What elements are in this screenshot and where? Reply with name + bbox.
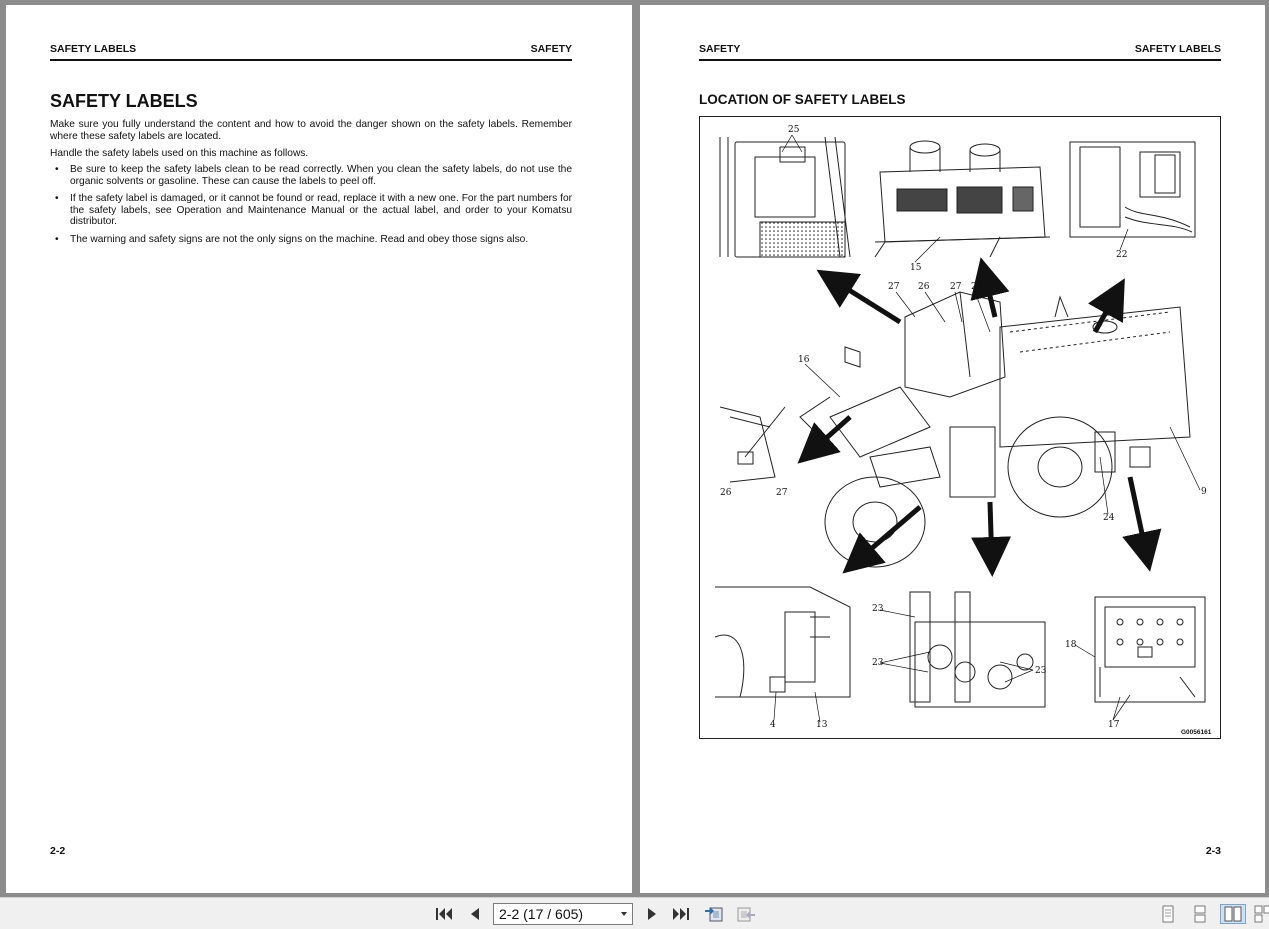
next-page-icon[interactable] xyxy=(642,904,662,924)
previous-page-icon[interactable] xyxy=(465,904,485,924)
svg-text:16: 16 xyxy=(798,355,810,365)
svg-text:13: 13 xyxy=(816,720,828,730)
two-page-continuous-icon[interactable] xyxy=(1253,904,1269,924)
last-page-icon[interactable] xyxy=(671,904,691,924)
previous-view-icon[interactable] xyxy=(704,904,724,924)
svg-text:26: 26 xyxy=(720,488,732,498)
handle-paragraph: Handle the safety labels used on this machine as follows. xyxy=(50,148,309,159)
inset-bottom-right xyxy=(1095,597,1205,702)
running-header-left: SAFETY LABELS xyxy=(50,43,137,55)
page-number-select[interactable] xyxy=(493,903,633,925)
svg-text:23: 23 xyxy=(872,604,884,614)
svg-text:18: 18 xyxy=(1065,640,1077,650)
inset-top-middle xyxy=(875,141,1050,257)
right-page xyxy=(640,5,1265,893)
chevron-down-icon xyxy=(621,912,627,916)
svg-text:17: 17 xyxy=(1108,720,1120,730)
navigation-toolbar xyxy=(0,897,1269,929)
svg-text:23: 23 xyxy=(1035,666,1047,676)
running-header-left: SAFETY xyxy=(699,43,741,55)
running-header-right: SAFETY xyxy=(530,43,572,55)
list-item: • If the safety label is damaged, or it cannot be found or read, replace it with a new one. For the part numbers for the safety labels, see Operation and Maintenance Manual or the actual label, and order to your Komatsu distributor. xyxy=(50,193,572,228)
svg-text:4: 4 xyxy=(770,720,776,730)
page-number: 2-3 xyxy=(1205,845,1221,857)
section-title: LOCATION OF SAFETY LABELS xyxy=(699,92,906,107)
svg-text:26: 26 xyxy=(918,282,930,292)
svg-text:22: 22 xyxy=(1116,250,1128,260)
page-title: SAFETY LABELS xyxy=(50,91,198,111)
inset-bottom-middle xyxy=(910,592,1045,707)
continuous-icon[interactable] xyxy=(1190,904,1210,924)
page-number-value: 2-2 (17 / 605) xyxy=(499,906,584,922)
page-number: 2-2 xyxy=(50,845,66,857)
header-rule xyxy=(50,59,572,61)
left-page xyxy=(6,5,632,893)
svg-text:27: 27 xyxy=(888,282,900,292)
bullet-list xyxy=(50,164,572,251)
svg-text:27: 27 xyxy=(950,282,962,292)
first-page-icon[interactable] xyxy=(434,904,454,924)
svg-text:23: 23 xyxy=(872,658,884,668)
two-page-icon[interactable] xyxy=(1220,904,1246,924)
inset-top-left xyxy=(720,137,850,257)
header-rule xyxy=(699,59,1221,61)
list-item: • Be sure to keep the safety labels clean to be read correctly. When you clean the safety labels, do not use the organic solvents or gasoline. These can cause the labels to peel off. xyxy=(50,164,572,187)
single-page-icon[interactable] xyxy=(1158,904,1178,924)
figure-id: G0056161 xyxy=(1181,729,1212,736)
location-arrows xyxy=(805,267,1148,567)
inset-top-right xyxy=(1070,142,1195,237)
intro-paragraph: Make sure you fully understand the content and how to avoid the danger shown on the safety labels. Remember where these safety labels are located. xyxy=(50,119,572,142)
machine-line-drawing xyxy=(700,117,1222,740)
safety-label-location-figure xyxy=(699,116,1221,739)
inset-middle-left xyxy=(720,407,785,482)
next-view-icon[interactable] xyxy=(736,904,756,924)
svg-text:27: 27 xyxy=(776,488,788,498)
running-header-right: SAFETY LABELS xyxy=(1134,43,1221,55)
inset-bottom-left xyxy=(715,587,850,697)
svg-text:24: 24 xyxy=(1103,513,1115,523)
svg-text:15: 15 xyxy=(910,263,922,273)
main-machine xyxy=(800,292,1190,567)
svg-text:25: 25 xyxy=(788,125,800,135)
list-item: • The warning and safety signs are not the only signs on the machine. Read and obey those signs also. xyxy=(50,234,572,246)
svg-text:9: 9 xyxy=(1201,487,1207,497)
svg-text:26: 26 xyxy=(971,282,983,292)
